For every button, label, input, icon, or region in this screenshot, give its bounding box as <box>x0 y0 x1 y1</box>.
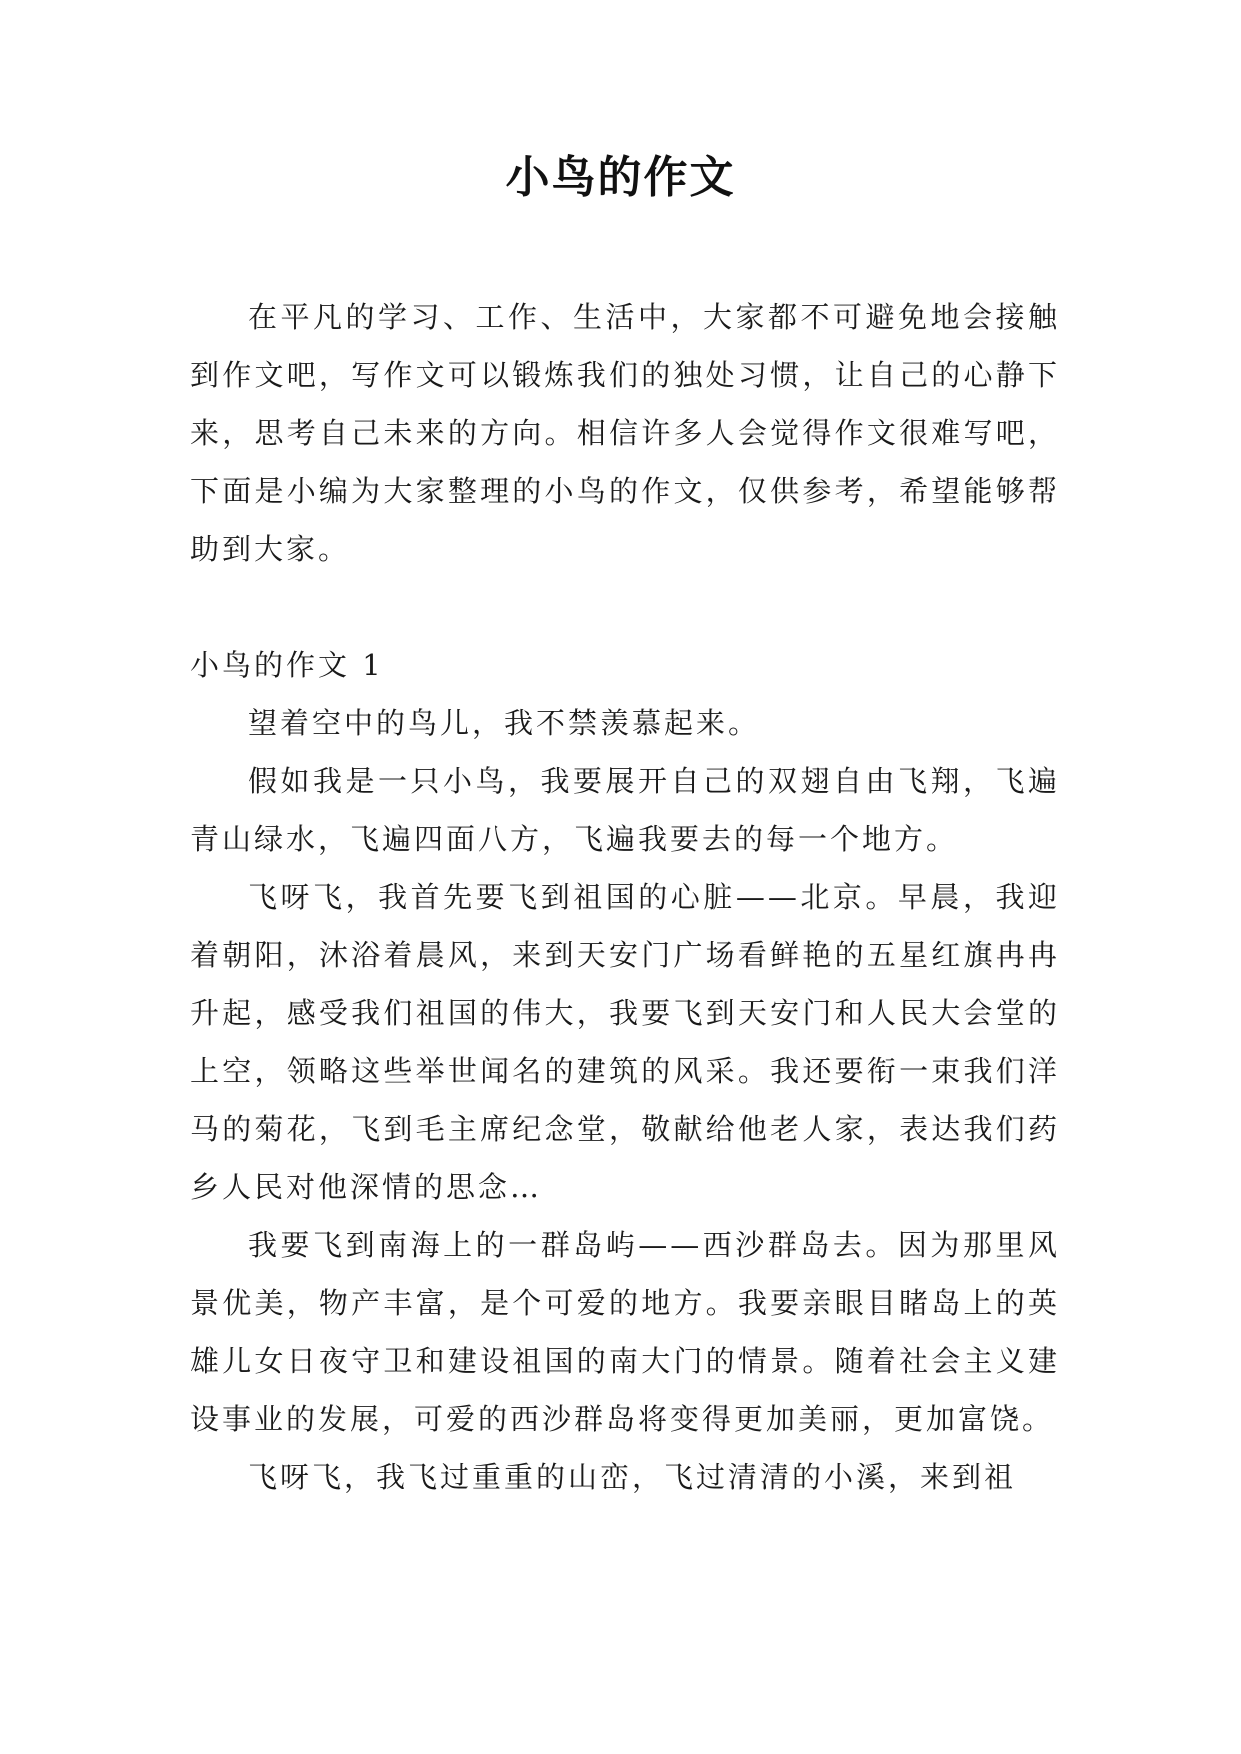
body-paragraph: 我要飞到南海上的一群岛屿——西沙群岛去。因为那里风景优美，物产丰富，是个可爱的地方。我要亲眼目睹岛上的英雄儿女日夜守卫和建设祖国的南大门的情景。随着社会主义建设事业的发展，可爱的西沙群岛将变得更加美丽，更加富饶。 <box>190 1228 1060 1436</box>
section-heading: 小鸟的作文 1 <box>190 648 384 682</box>
section-gap <box>190 578 1060 636</box>
document-title: 小鸟的作文 <box>505 152 736 203</box>
body-paragraph: 飞呀飞，我飞过重重的山峦，飞过清清的小溪，来到祖 <box>248 1460 1017 1494</box>
document-body <box>190 288 1060 1506</box>
intro-paragraph: 在平凡的学习、工作、生活中，大家都不可避免地会接触到作文吧，写作文可以锻炼我们的独处习惯，让自己的心静下来，思考自己未来的方向。相信许多人会觉得作文很难写吧，下面是小编为大家整理的小鸟的作文，仅供参考，希望能够帮助到大家。 <box>190 300 1060 566</box>
body-paragraph: 望着空中的鸟儿，我不禁羡慕起来。 <box>248 706 761 740</box>
body-paragraph: 假如我是一只小鸟，我要展开自己的双翅自由飞翔，飞遍青山绿水，飞遍四面八方，飞遍我要去的每一个地方。 <box>190 764 1060 856</box>
body-paragraph: 飞呀飞，我首先要飞到祖国的心脏——北京。早晨，我迎着朝阳，沐浴着晨风，来到天安门广场看鲜艳的五星红旗冉冉升起，感受我们祖国的伟大，我要飞到天安门和人民大会堂的上空，领略这些举世闻名的建筑的风采。我还要衔一束我们洋马的菊花，飞到毛主席纪念堂，敬献给他老人家，表达我们药乡人民对他深情的思念… <box>190 880 1060 1204</box>
